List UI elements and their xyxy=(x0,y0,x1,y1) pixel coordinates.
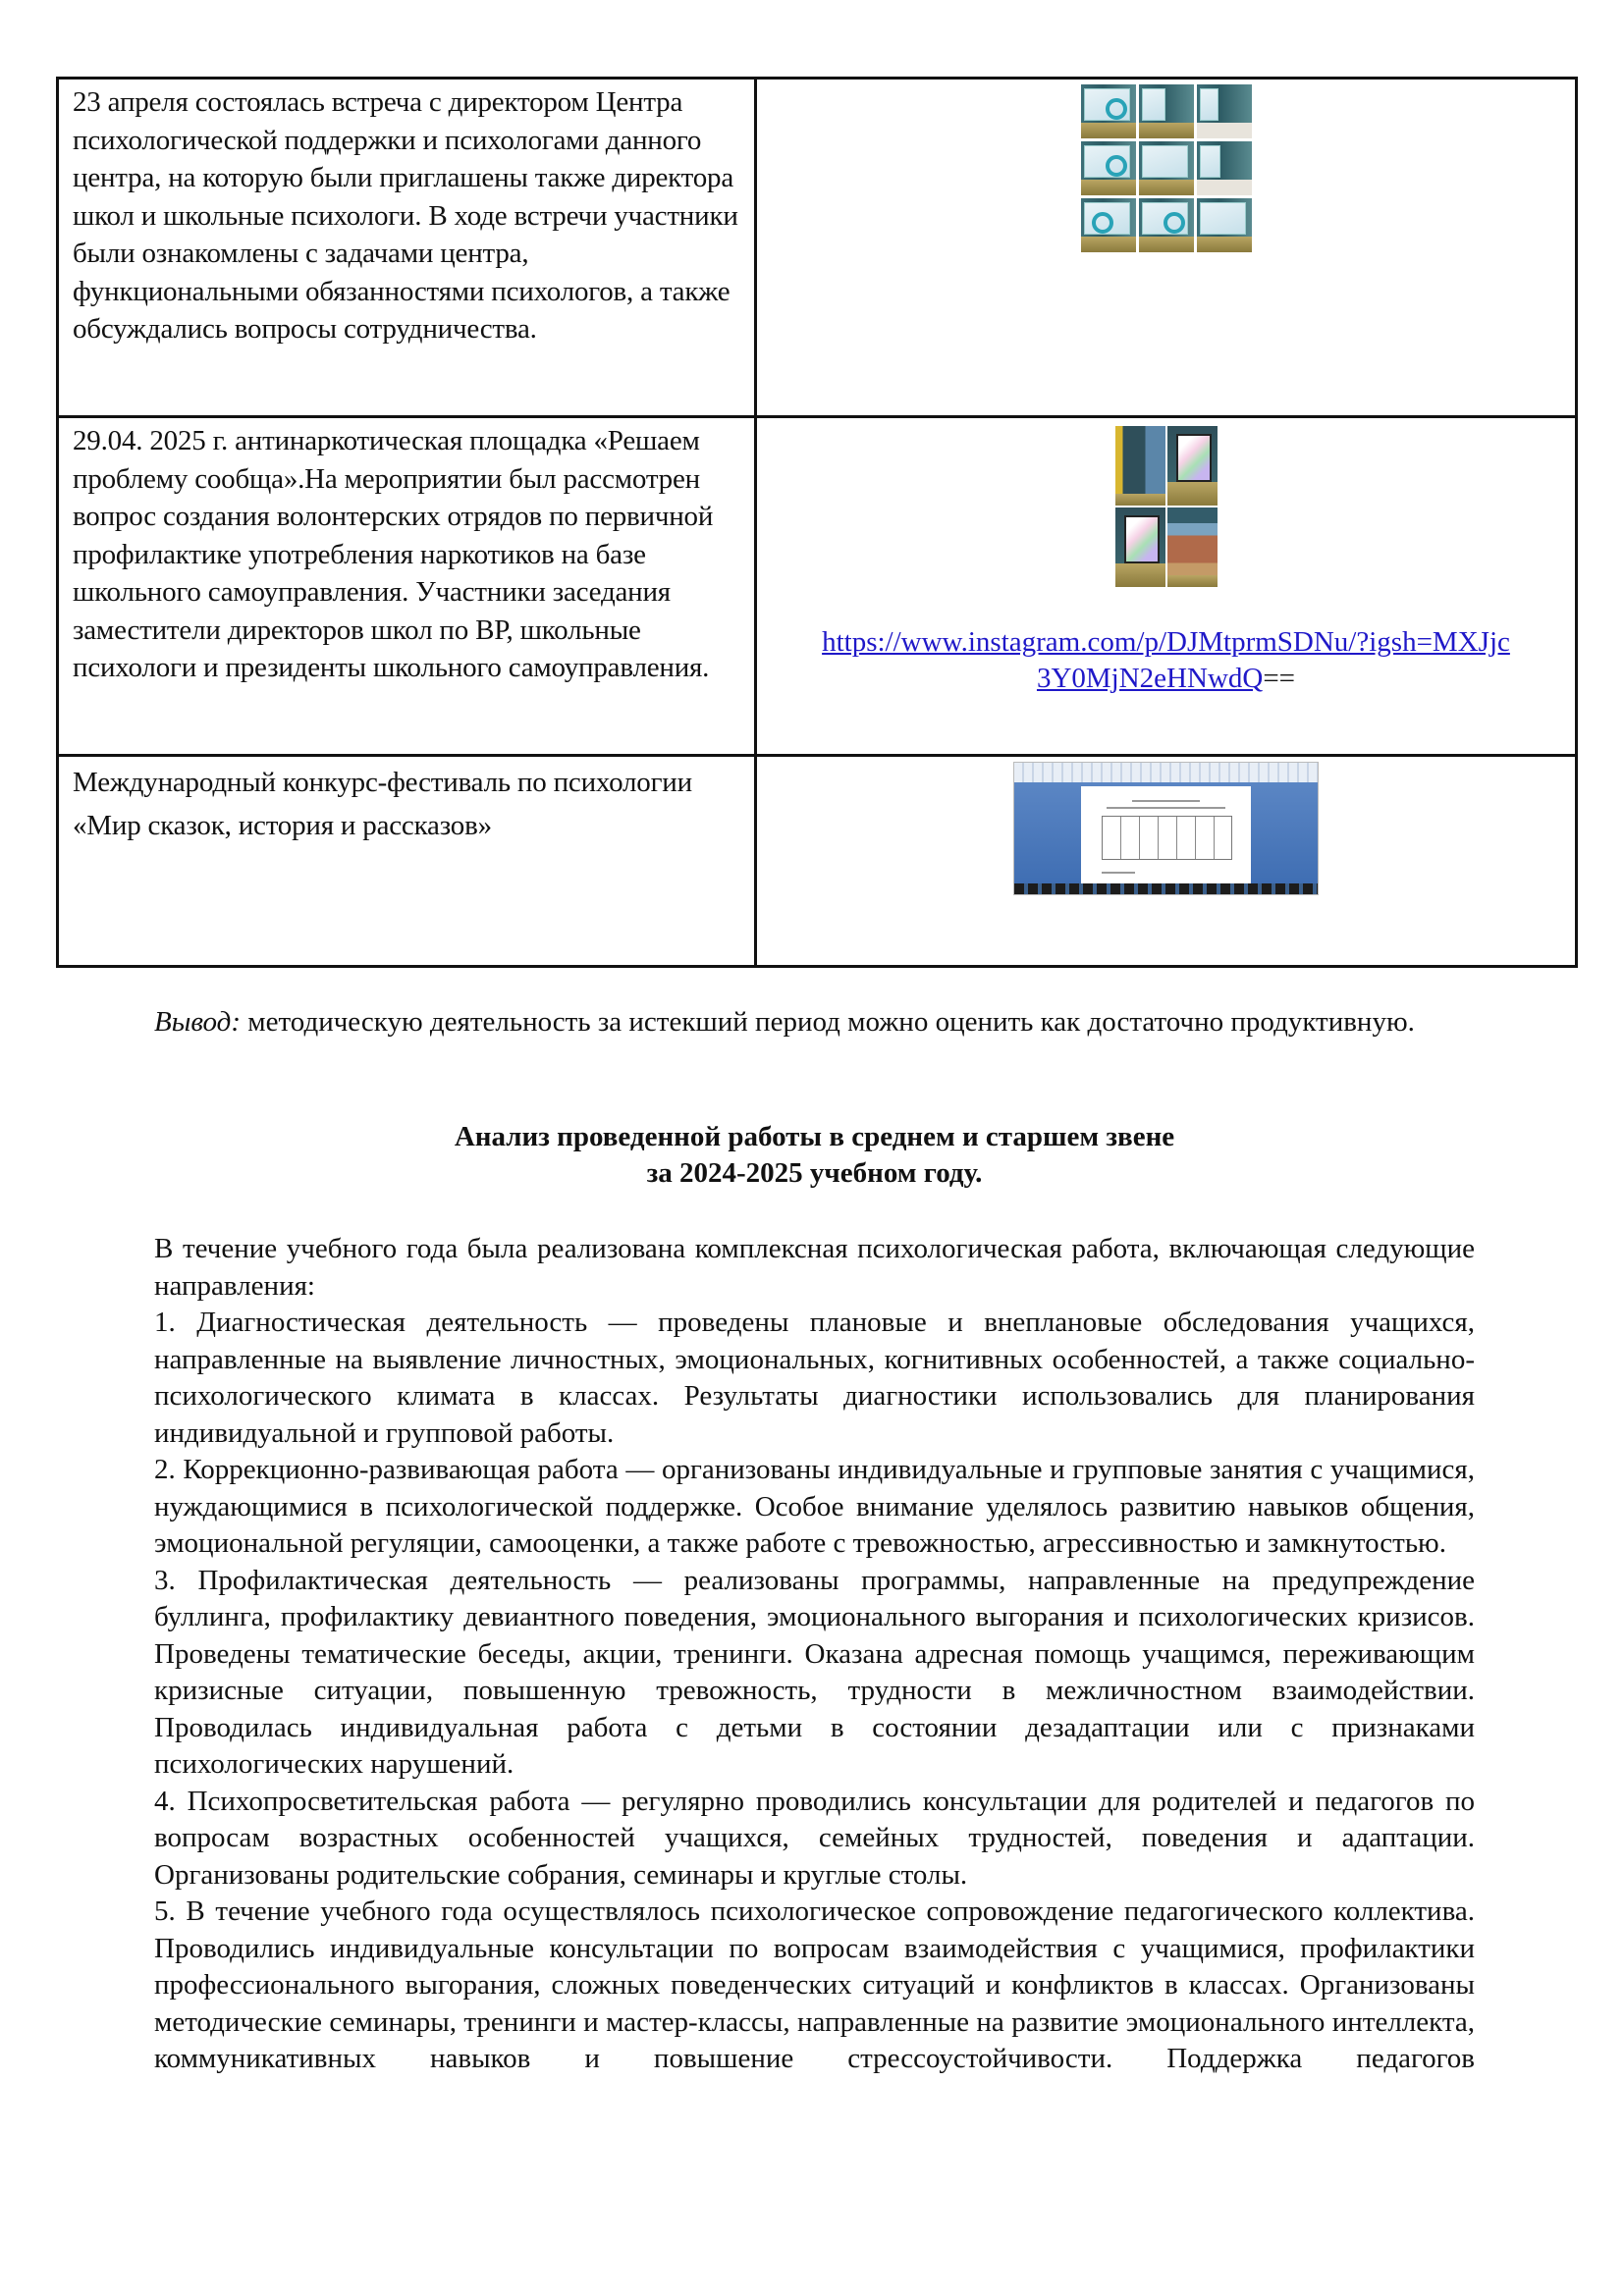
link-line-2: 3Y0MjN2eHNwdQ xyxy=(1036,663,1264,694)
list-item: 5. В течение учебного года осуществлялось психологическое сопровождение педагогического коллектива. Проводились индивидуальные консультации по вопросам взаимодействия с учащимися, профилактики профессионального выгорания, сложных поведенческих ситуаций и конфликтов в классах. Организованы методические семинары, тренинги и мастер-классы, направленные на развитие эмоционального интеллекта, коммуникативных навыков и повышение стрессоустойчивости. Поддержка педагогов xyxy=(154,1896,1475,2074)
document-page xyxy=(1081,786,1251,883)
event-description-cell xyxy=(58,417,756,756)
event-description: 23 апреля состоялась встреча с директором Центра психологической поддержки и психологами данного центра, на которую были приглашены также директора школ и школьные психологи. В ходе встречи участники были ознакомлены с задачами центра, функциональными обязанностями психологов, а также обсуждались вопросы сотрудничества. xyxy=(73,86,738,345)
events-table xyxy=(56,77,1578,968)
conclusion-paragraph xyxy=(154,1003,1475,1041)
photo-collage-event xyxy=(1115,426,1218,587)
event-description-cell xyxy=(58,756,756,967)
link-suffix: == xyxy=(1263,663,1296,694)
table-row xyxy=(58,417,1577,756)
section-title xyxy=(154,1119,1475,1192)
photo-thumbnail xyxy=(1197,141,1252,195)
conclusion-label: Вывод: xyxy=(154,1006,242,1038)
photo-thumbnail xyxy=(1115,426,1165,506)
table-row xyxy=(58,756,1577,967)
photo-thumbnail xyxy=(1115,507,1165,587)
photo-thumbnail xyxy=(1081,84,1136,138)
photo-thumbnail xyxy=(1139,141,1194,195)
instagram-link-block xyxy=(757,624,1575,697)
link-line-1: https://www.instagram.com/p/DJMtprmSDNu/?igsh=MXJjc xyxy=(822,626,1510,658)
photo-thumbnail xyxy=(1139,198,1194,252)
intro-paragraph: В течение учебного года была реализована комплексная психологическая работа, включающая следующие направления: xyxy=(154,1233,1475,1302)
event-media-cell xyxy=(756,417,1577,756)
instagram-link[interactable] xyxy=(822,626,1510,694)
photo-thumbnail xyxy=(1081,141,1136,195)
list-item: 2. Коррекционно-развивающая работа — организованы индивидуальные и групповые занятия с учащимися, нуждающимися в психологической поддержке. Особое внимание уделялось развитию навыков общения, эмоциональной регуляции, самооценки, а также работе с тревожностью, агрессивностью и замкнутостью. xyxy=(154,1454,1475,1559)
photo-thumbnail xyxy=(1197,84,1252,138)
list-item: 1. Диагностическая деятельность — проведены плановые и внеплановые обследования учащихся, направленные на выявление личностных, эмоциональных, когнитивных особенностей, а также социально-психологического климата в классах. Результаты диагностики использовались для планирования индивидуальной и групповой работы. xyxy=(154,1307,1475,1449)
list-item: 3. Профилактическая деятельность — реализованы программы, направленные на предупреждение буллинга, профилактику девиантного поведения, эмоционального выгорания и психологических кризисов. Проведены тематические беседы, акции, тренинги. Оказана адресная помощь учащимся, переживающим кризисные ситуации, повышенную тревожность, трудности в межличностном взаимодействии. Проводилась индивидуальная работа с детьми в состоянии дезадаптации или с признаками психологических нарушений. xyxy=(154,1564,1475,1780)
list-item: 4. Психопросветительская работа — регулярно проводились консультации для родителей и педагогов по вопросам возрастных особенностей учащихся, семейных трудностей, поведения и адаптации. Организованы родительские собрания, семинары и круглые столы. xyxy=(154,1785,1475,1891)
photo-thumbnail xyxy=(1167,426,1218,506)
event-description-cell xyxy=(58,79,756,417)
event-media-cell xyxy=(756,79,1577,417)
photo-thumbnail xyxy=(1167,507,1218,587)
event-description: Международный конкурс-фестиваль по психологии «Мир сказок, история и рассказов» xyxy=(73,767,692,841)
section-title-line-2: за 2024-2025 учебном году. xyxy=(646,1157,983,1189)
taskbar xyxy=(1014,883,1318,894)
table-row xyxy=(58,79,1577,417)
event-media-cell xyxy=(756,756,1577,967)
analysis-body xyxy=(154,1231,1475,2078)
photo-thumbnail xyxy=(1139,84,1194,138)
photo-collage-meeting xyxy=(1081,84,1252,252)
event-description: 29.04. 2025 г. антинаркотическая площадка «Решаем проблему сообща».На мероприятии был рассмотрен вопрос создания волонтерских отрядов по первичной профилактике употребления наркотиков на базе школьного самоуправления. Участники заседания заместители директоров школ по ВР, школьные психологи и президенты школьного самоуправления. xyxy=(73,425,714,683)
conclusion-text: методическую деятельность за истекший период можно оценить как достаточно продуктивную. xyxy=(241,1006,1415,1038)
toolbar-ribbon xyxy=(1014,763,1318,782)
document-screenshot xyxy=(1013,762,1319,895)
photo-thumbnail xyxy=(1081,198,1136,252)
photo-thumbnail xyxy=(1197,198,1252,252)
section-title-line-1: Анализ проведенной работы в среднем и старшем звене xyxy=(454,1121,1175,1152)
